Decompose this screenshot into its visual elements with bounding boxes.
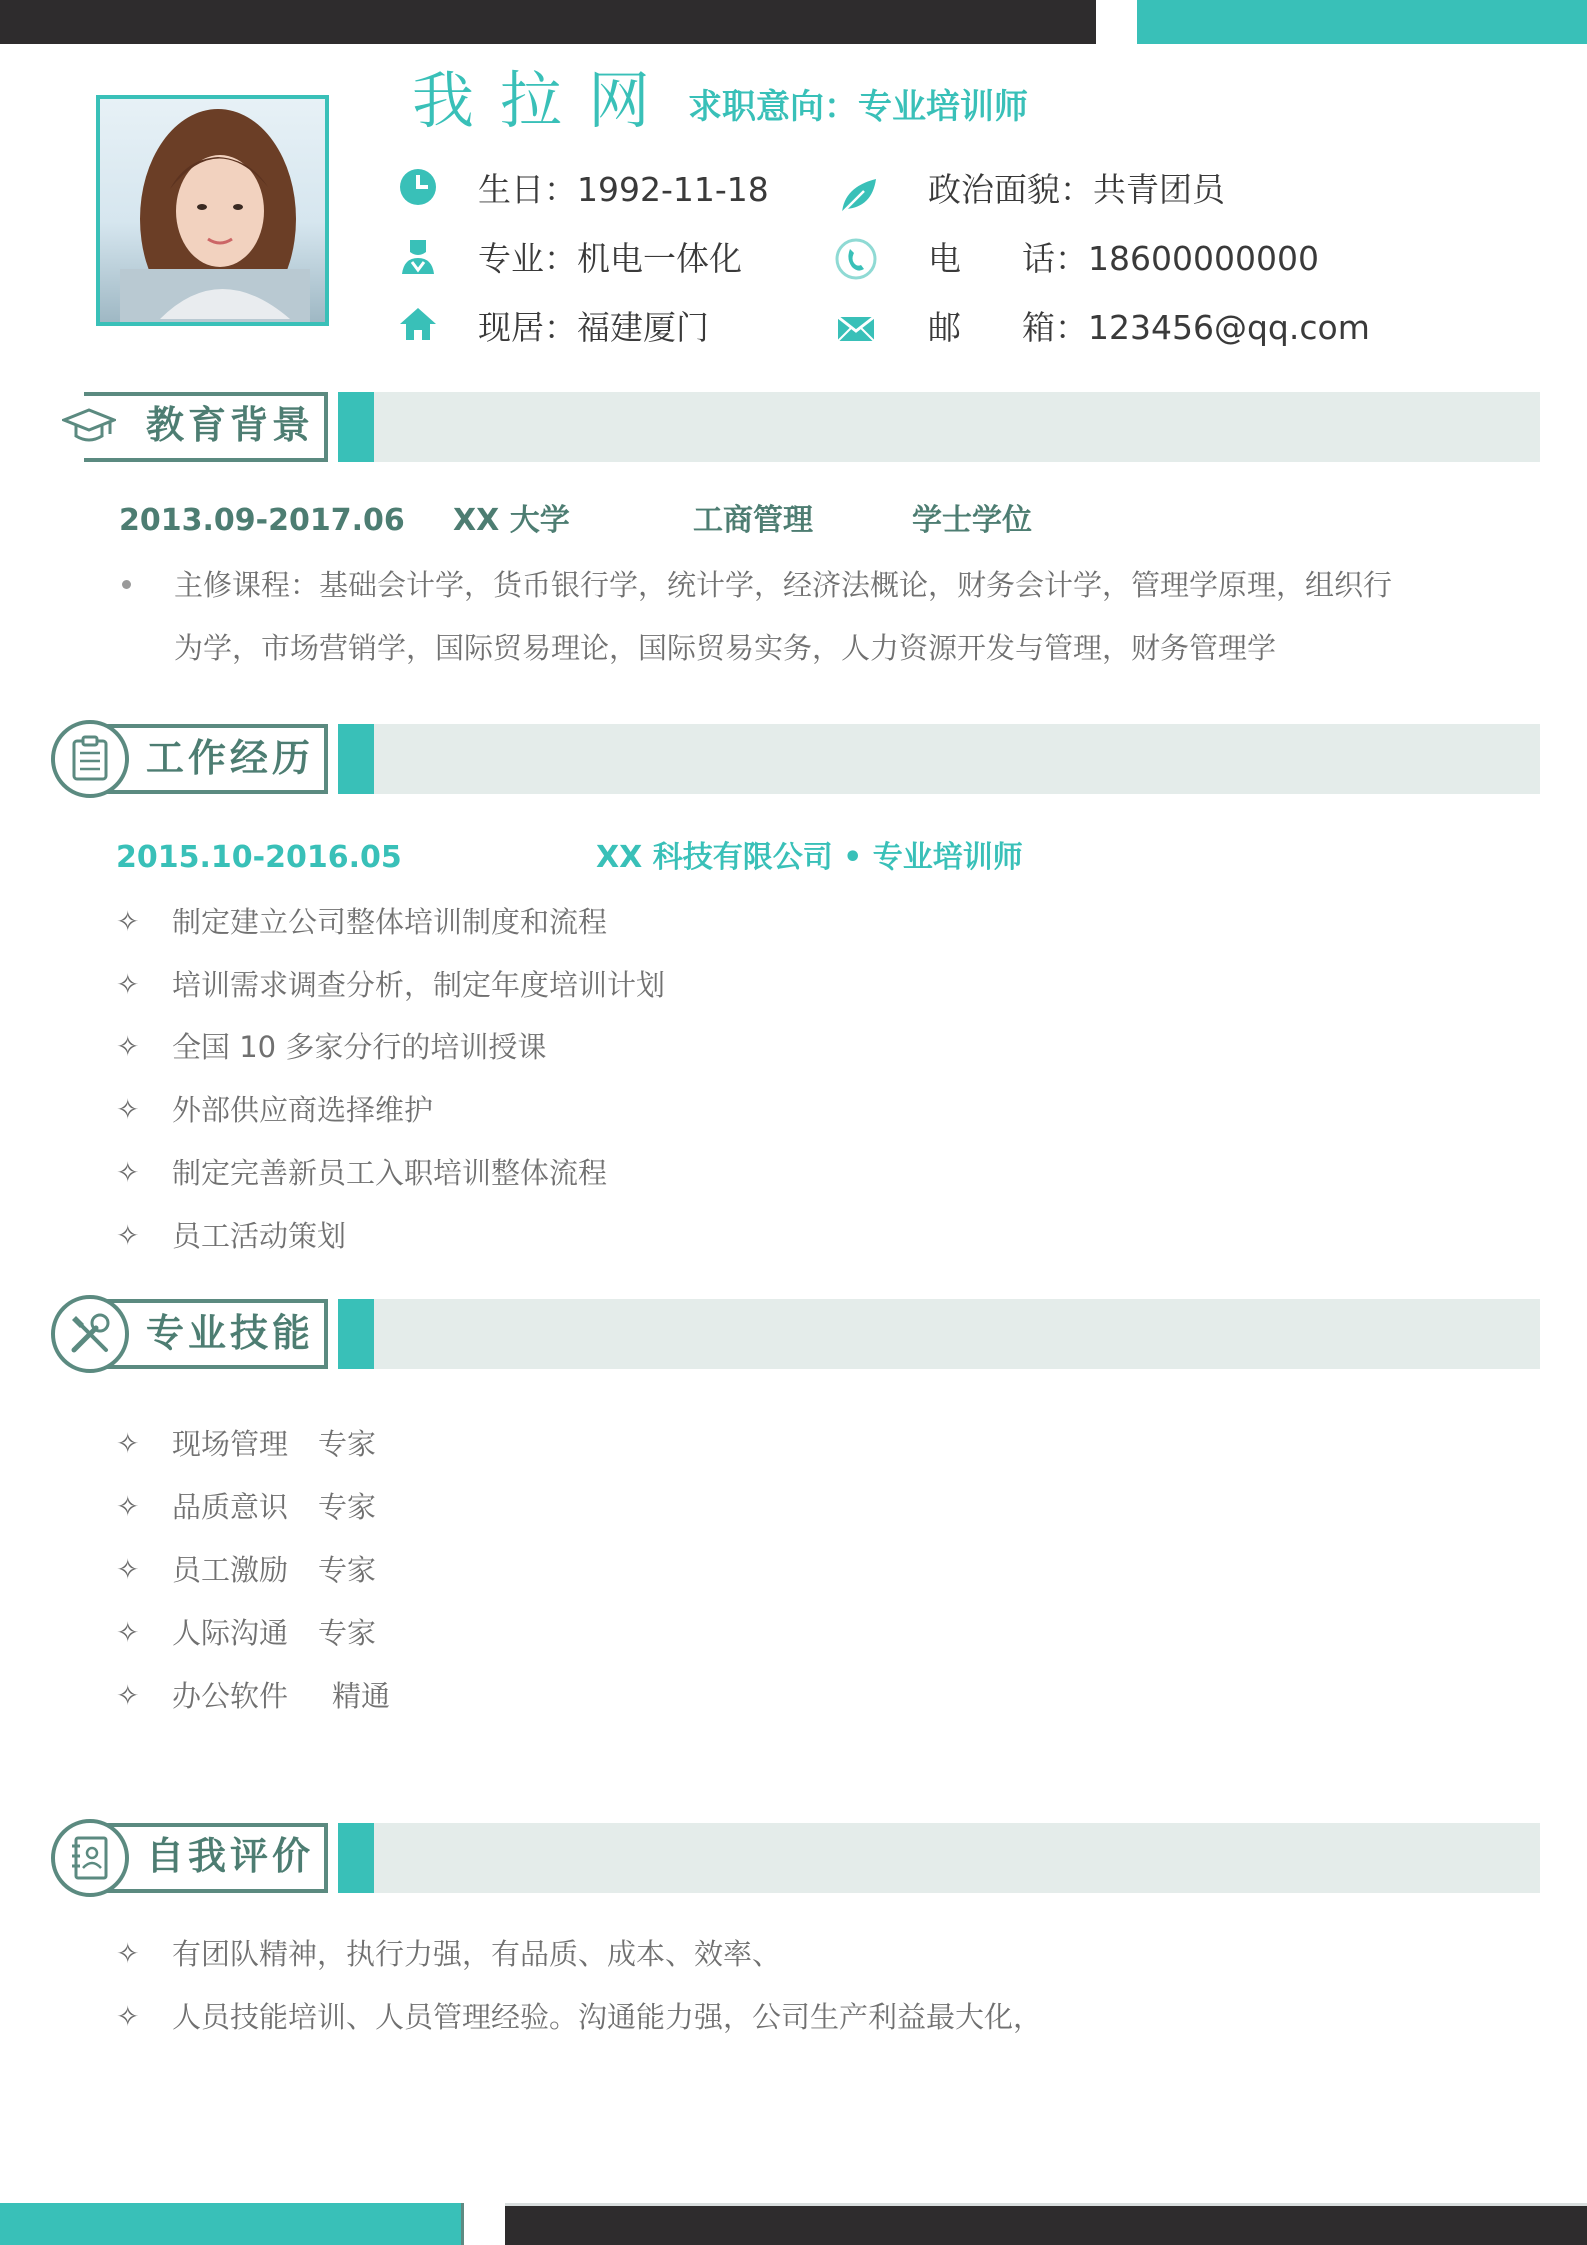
- email-text: 箱：123456@qq.com: [1022, 308, 1370, 347]
- skill-name: 办公软件: [172, 1679, 289, 1713]
- work-item: 外部供应商选择维护: [172, 1093, 434, 1127]
- work-period: 2015.10-2016.05: [116, 840, 402, 875]
- self-item: 有团队精神，执行力强，有品质、成本、效率、: [172, 1937, 782, 1971]
- politics-text: 政治面貌：共青团员: [928, 170, 1225, 209]
- work-item: 全国 10 多家分行的培训授课: [172, 1030, 547, 1064]
- skill-level: 专家: [318, 1427, 377, 1461]
- graduation-cap-icon: [62, 404, 116, 450]
- star-bullet: ✧: [116, 1156, 140, 1189]
- work-header-accent: [338, 724, 374, 794]
- star-bullet: ✧: [116, 2000, 140, 2033]
- star-bullet: ✧: [116, 1937, 140, 1970]
- work-title: 工作经历: [146, 736, 315, 780]
- skill-name: 品质意识: [172, 1490, 289, 1524]
- phone-label: 电: [928, 239, 961, 278]
- education-header-accent: [338, 392, 374, 462]
- education-school: XX 大学: [453, 503, 570, 538]
- major-text: 专业：机电一体化: [478, 239, 742, 278]
- top-bar-dark: [0, 0, 1096, 44]
- star-bullet: ✧: [116, 1679, 140, 1712]
- courses-line-1: 主修课程：基础会计学，货币银行学，统计学，经济法概论，财务会计学，管理学原理，组织行: [174, 568, 1393, 602]
- education-major: 工商管理: [693, 503, 813, 538]
- contact-book-icon: [68, 1834, 112, 1882]
- mail-icon: [834, 307, 878, 351]
- courses-line-2: 为学，市场营销学，国际贸易理论，国际贸易实务，人力资源开发与管理，财务管理学: [174, 631, 1277, 665]
- work-item: 培训需求调查分析，制定年度培训计划: [172, 968, 666, 1002]
- star-bullet: ✧: [116, 1093, 140, 1126]
- course-bullet: [122, 580, 131, 589]
- star-bullet: ✧: [116, 1553, 140, 1586]
- skills-header-band: [338, 1299, 1540, 1369]
- star-bullet: ✧: [116, 968, 140, 1001]
- star-bullet: ✧: [116, 905, 140, 938]
- skill-level: 专家: [318, 1490, 377, 1524]
- profile-photo: [96, 95, 329, 326]
- work-item: 制定建立公司整体培训制度和流程: [172, 905, 608, 939]
- clock-icon: [396, 165, 440, 209]
- bottom-bar-teal: [0, 2203, 464, 2245]
- leaf-icon: [836, 173, 880, 217]
- work-header-band: [338, 724, 1540, 794]
- person-icon: [396, 232, 440, 276]
- home-icon: [396, 302, 440, 346]
- job-target: 求职意向：专业培训师: [688, 87, 1028, 127]
- skill-level: 专家: [318, 1616, 377, 1650]
- self-header-accent: [338, 1823, 374, 1893]
- education-header-band: [338, 392, 1540, 462]
- email-label: 邮: [928, 308, 961, 347]
- tools-icon: [66, 1310, 114, 1358]
- skill-level: 专家: [318, 1553, 377, 1587]
- star-bullet: ✧: [116, 1427, 140, 1460]
- self-title: 自我评价: [146, 1834, 315, 1878]
- phone-text: 话：18600000000: [1022, 239, 1319, 278]
- skill-name: 人际沟通: [172, 1616, 289, 1650]
- star-bullet: ✧: [116, 1030, 140, 1063]
- skill-level: 精通: [332, 1679, 391, 1713]
- work-company: XX 科技有限公司 • 专业培训师: [596, 840, 1023, 875]
- star-bullet: ✧: [116, 1616, 140, 1649]
- education-degree: 学士学位: [912, 503, 1032, 538]
- skills-title: 专业技能: [146, 1311, 315, 1355]
- education-period: 2013.09-2017.06: [119, 503, 405, 538]
- bottom-bar-dark: [505, 2203, 1587, 2245]
- self-header-band: [338, 1823, 1540, 1893]
- birthday-text: 生日：1992-11-18: [478, 170, 769, 209]
- skill-name: 员工激励: [172, 1553, 289, 1587]
- candidate-name: 我拉网: [412, 64, 677, 137]
- skills-header-accent: [338, 1299, 374, 1369]
- phone-icon: [834, 237, 878, 281]
- residence-text: 现居：福建厦门: [478, 308, 709, 347]
- star-bullet: ✧: [116, 1219, 140, 1252]
- work-item: 员工活动策划: [172, 1219, 347, 1253]
- work-item: 制定完善新员工入职培训整体流程: [172, 1156, 608, 1190]
- top-bar-teal: [1137, 0, 1587, 44]
- star-bullet: ✧: [116, 1490, 140, 1523]
- education-title: 教育背景: [146, 403, 315, 447]
- self-item: 人员技能培训、人员管理经验。沟通能力强，公司生产利益最大化，: [172, 2000, 1043, 2034]
- clipboard-icon: [69, 735, 111, 783]
- skill-name: 现场管理: [172, 1427, 289, 1461]
